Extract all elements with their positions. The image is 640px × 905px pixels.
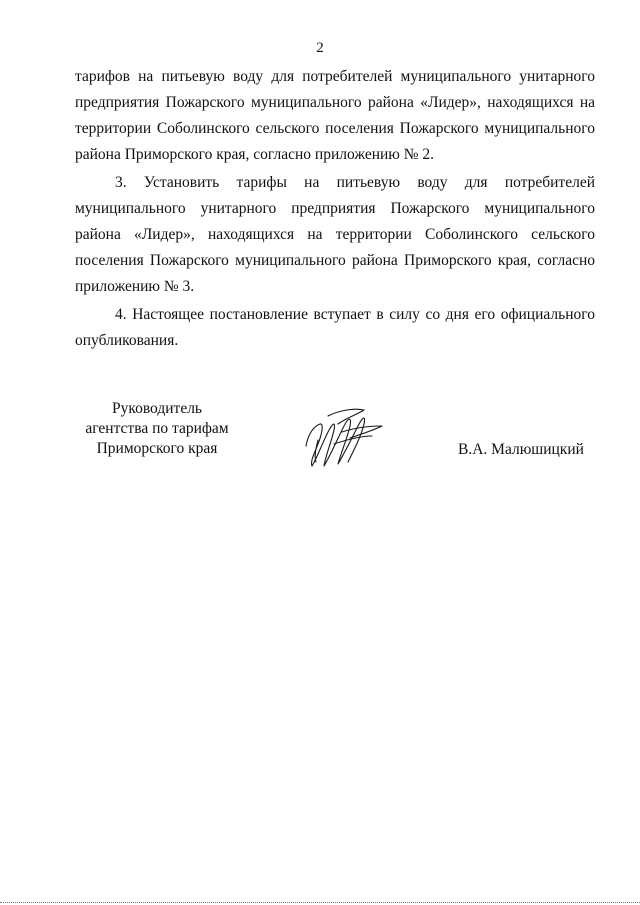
document-body bbox=[75, 64, 595, 354]
signatory-position-line: Приморского края bbox=[96, 440, 218, 457]
handwritten-signature bbox=[298, 404, 390, 474]
signatory-position-line: агентства по тарифам bbox=[85, 420, 229, 437]
signatory-name: В.А. Малюшицкий bbox=[458, 441, 584, 458]
scan-edge-divider bbox=[0, 902, 640, 903]
page-number: 2 bbox=[316, 40, 324, 56]
paragraph-continuation: тарифов на питьевую воду для потребителей муниципального унитарного предприятия Пожарского муниципального района «Лидер», находящихся на территории Соболинского сельского поселения Пожарского муниципального района Приморского края, согласно приложению № 2. bbox=[75, 68, 595, 163]
signatory-position bbox=[72, 399, 242, 459]
paragraph-item-4: 4. Настоящее постановление вступает в силу со дня его официального опубликования. bbox=[75, 306, 595, 349]
signatory-position-line: Руководитель bbox=[111, 400, 203, 417]
paragraph-item-3: 3. Установить тарифы на питьевую воду для потребителей муниципального унитарного предприятия Пожарского муниципального района «Лидер», находящихся на территории Соболинского сельского поселения Пожарского муниципального района Приморского края, согласно приложению № 3. bbox=[75, 174, 595, 295]
